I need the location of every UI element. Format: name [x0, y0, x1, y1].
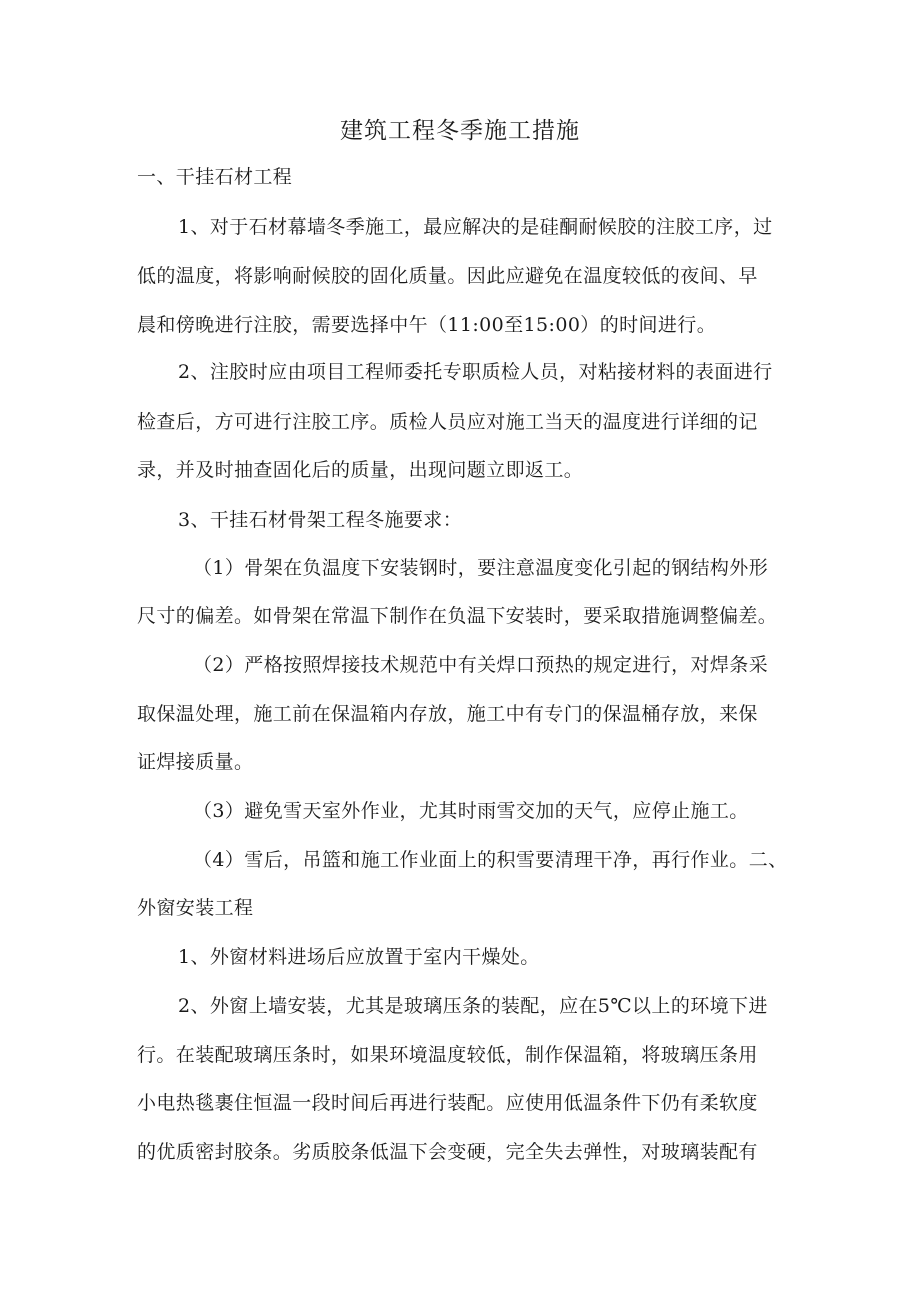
paragraph-line: （4）雪后，吊篮和施工作业面上的积雪要清理干净，再行作业。二、	[193, 849, 788, 871]
section-heading-window: 外窗安装工程	[137, 897, 254, 919]
paragraph-line: 证焊接质量。	[137, 751, 254, 773]
paragraph-line: 2、外窗上墙安装，尤其是玻璃压条的装配，应在5℃以上的环境下进	[178, 995, 768, 1017]
document-title: 建筑工程冬季施工措施	[340, 118, 580, 144]
paragraph-line: （2）严格按照焊接技术规范中有关焊口预热的规定进行，对焊条采	[193, 654, 769, 676]
paragraph-line: 行。在装配玻璃压条时，如果环境温度较低，制作保温箱，将玻璃压条用	[137, 1044, 758, 1066]
paragraph-line: 取保温处理，施工前在保温箱内存放，施工中有专门的保温桶存放，来保	[137, 703, 758, 725]
paragraph-line: 小电热毯裹住恒温一段时间后再进行装配。应使用低温条件下仍有柔软度	[137, 1092, 758, 1114]
paragraph-line: 的优质密封胶条。劣质胶条低温下会变硬，完全失去弹性，对玻璃装配有	[137, 1141, 758, 1163]
paragraph-line: 1、对于石材幕墙冬季施工，最应解决的是硅酮耐候胶的注胶工序，过	[178, 216, 773, 238]
paragraph-line: （1）骨架在负温度下安装钢时，要注意温度变化引起的钢结构外形	[193, 557, 769, 579]
paragraph-line: 1、外窗材料进场后应放置于室内干燥处。	[178, 946, 540, 968]
paragraph-line: 检查后，方可进行注胶工序。质检人员应对施工当天的温度进行详细的记	[137, 411, 758, 433]
paragraph-line: （3）避免雪天室外作业，尤其时雨雪交加的天气，应停止施工。	[193, 800, 749, 822]
section-heading-stone: 一、干挂石材工程	[137, 166, 293, 188]
paragraph-line: 录，并及时抽查固化后的质量，出现问题立即返工。	[137, 459, 584, 481]
paragraph-line: 晨和傍晚进行注胶，需要选择中午（11:00至15:00）的时间进行。	[137, 314, 717, 336]
paragraph-line: 尺寸的偏差。如骨架在常温下制作在负温下安装时，要采取措施调整偏差。	[137, 605, 778, 627]
paragraph-line: 低的温度，将影响耐候胶的固化质量。因此应避免在温度较低的夜间、早	[137, 265, 758, 287]
paragraph-line: 2、注胶时应由项目工程师委托专职质检人员，对粘接材料的表面进行	[178, 361, 773, 383]
paragraph-line: 3、干挂石材骨架工程冬施要求：	[178, 509, 463, 531]
